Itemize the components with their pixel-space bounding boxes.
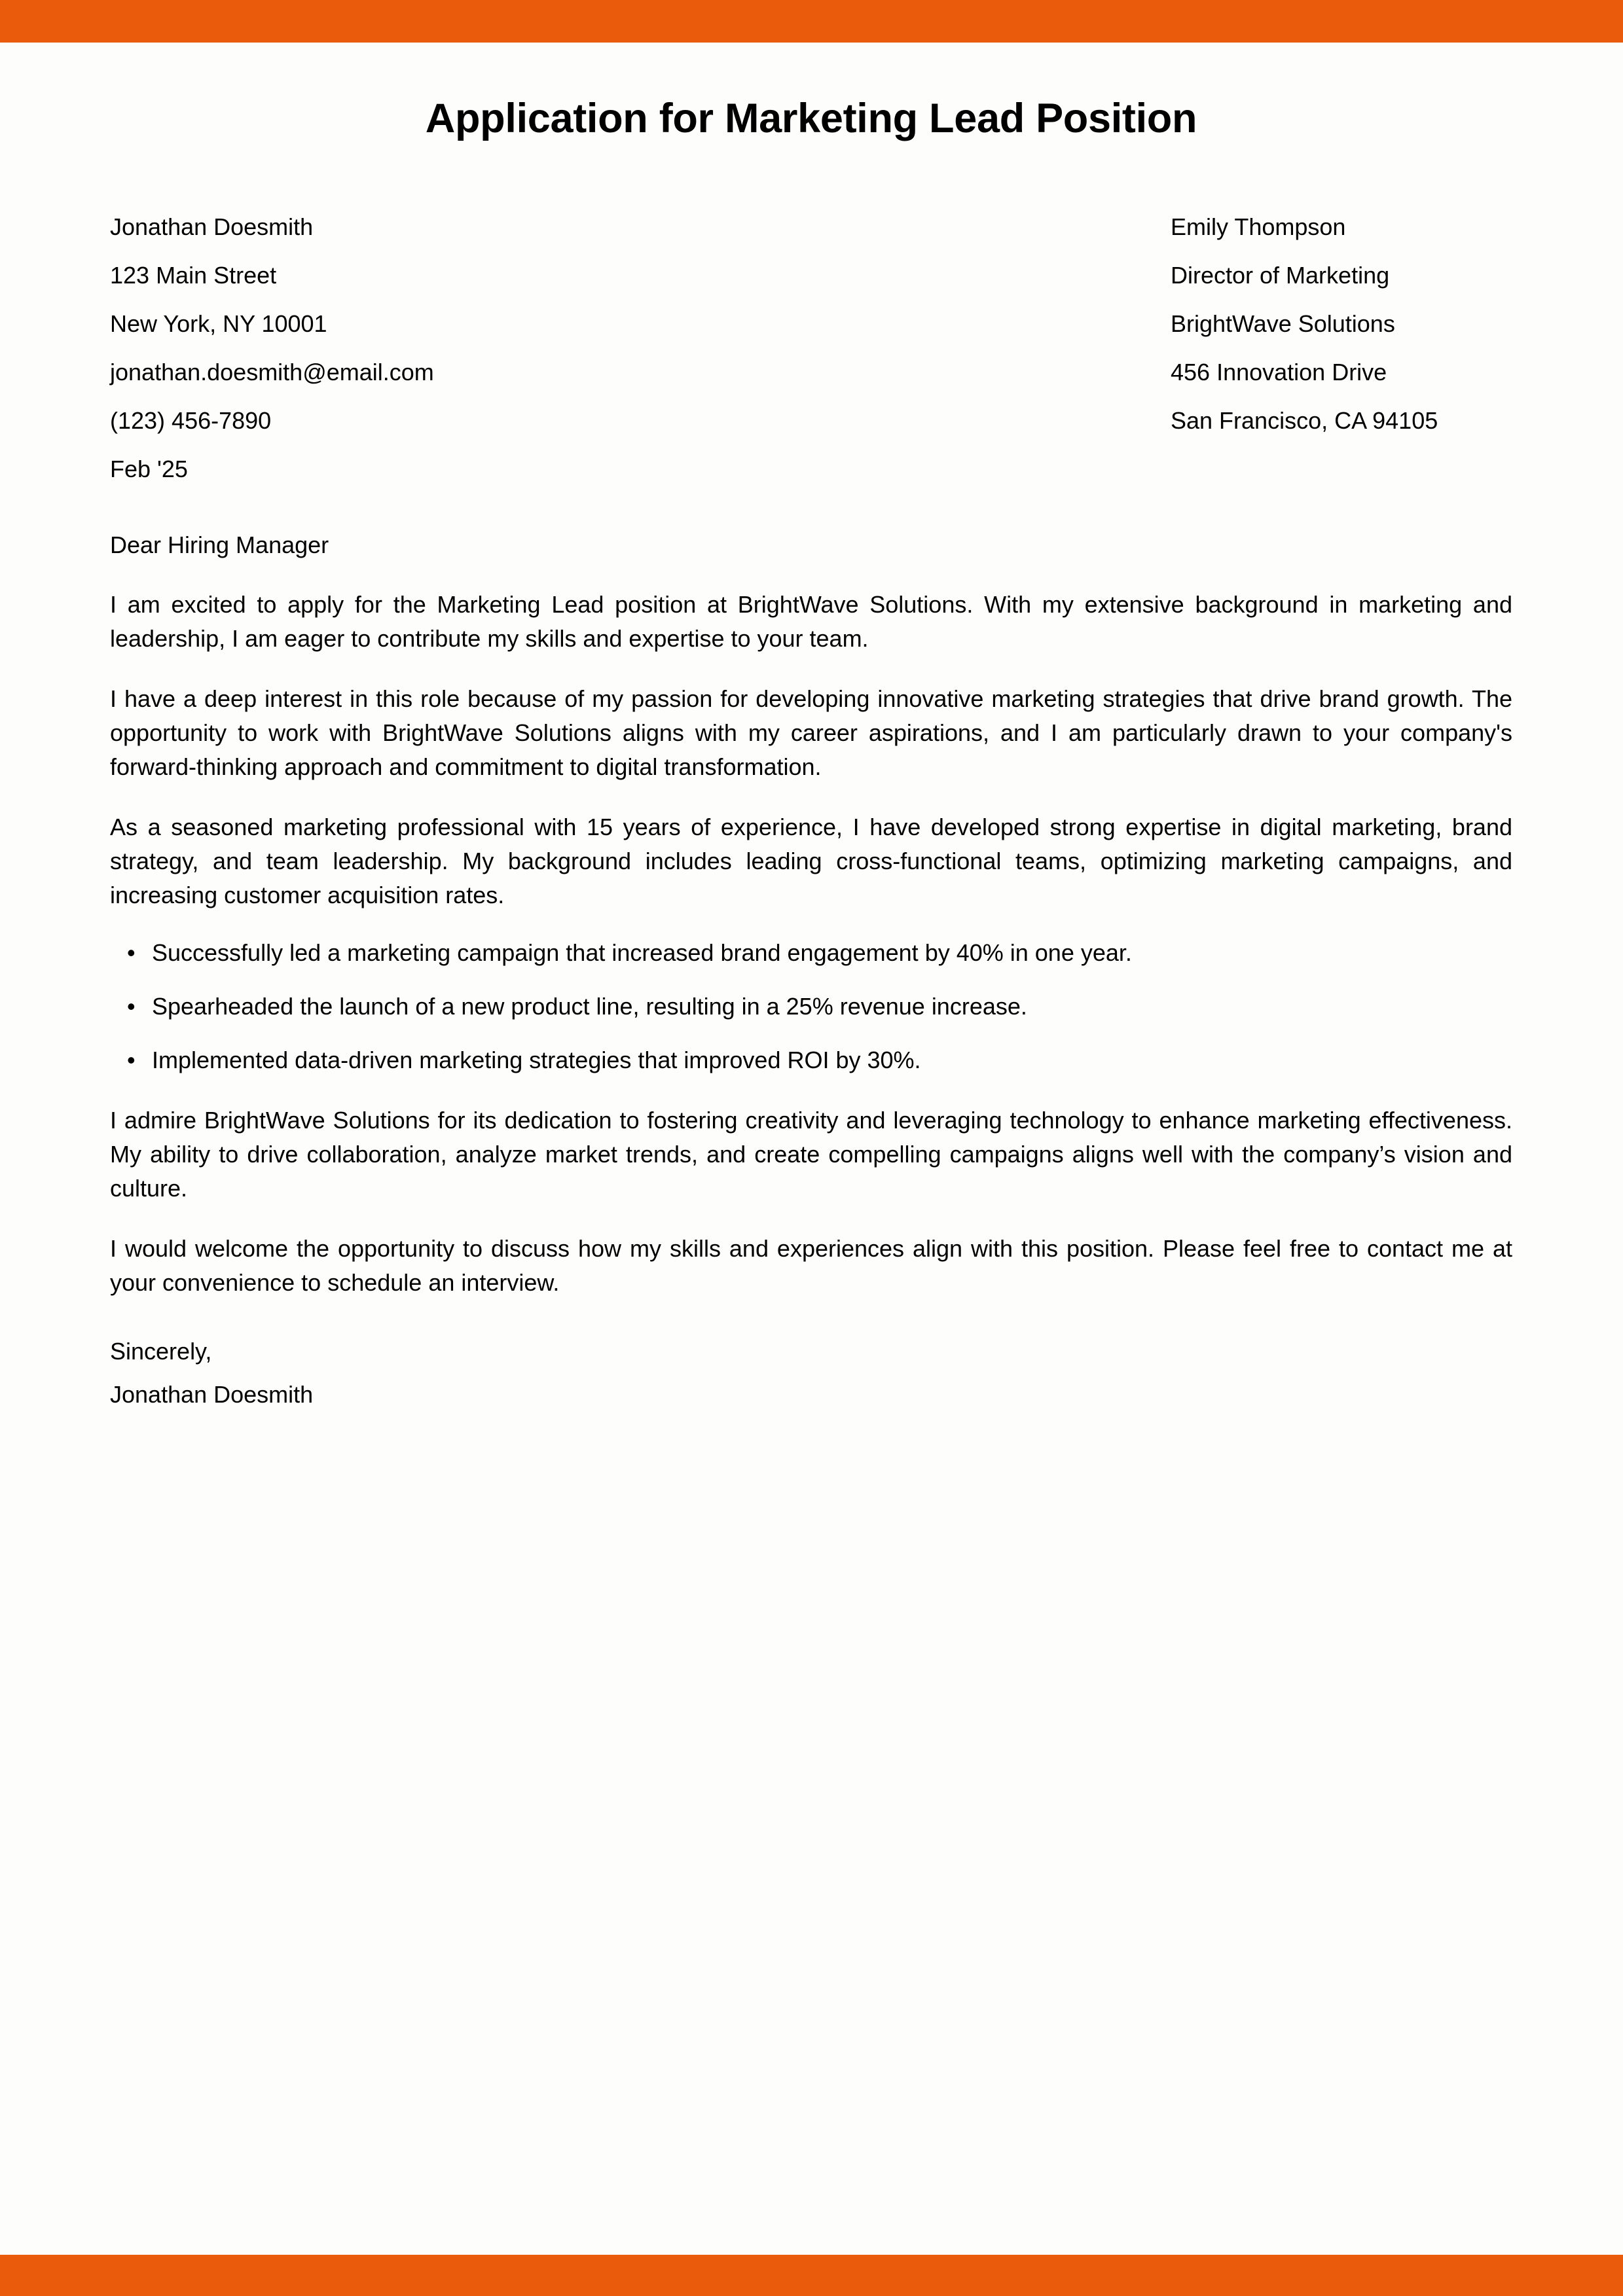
recipient-street: 456 Innovation Drive <box>1171 359 1387 386</box>
list-item <box>127 936 1512 970</box>
recipient-name: Emily Thompson <box>1171 213 1346 241</box>
bullet-icon: • <box>127 939 136 967</box>
sign-off: Sincerely, <box>110 1338 212 1365</box>
recipient-job-title: Director of Marketing <box>1171 262 1390 289</box>
signature-name: Jonathan Doesmith <box>110 1381 314 1408</box>
recipient-company: BrightWave Solutions <box>1171 310 1395 338</box>
sender-address-column <box>110 203 1171 493</box>
sender-name: Jonathan Doesmith <box>110 213 314 241</box>
closing-block <box>110 1330 1512 1416</box>
sender-email: jonathan.doesmith@email.com <box>110 359 434 386</box>
bullet-icon: • <box>127 993 136 1020</box>
letter-content <box>110 0 1512 1416</box>
body-paragraph-4: I admire BrightWave Solutions for its dedication to fostering creativity and leveraging technology to enhance marketing effectiveness. My ability to drive collaboration, analyze market trends, and create compelling campaigns aligns well with the company’s vision and culture. <box>110 1107 1512 1202</box>
page-title: Application for Marketing Lead Position <box>425 96 1197 141</box>
body-paragraph-3: As a seasoned marketing professional with 15 years of experience, I have developed strong expertise in digital marketing, brand strategy, and team leadership. My background includes leading cross-functional teams, optimizing marketing campaigns, and increasing customer acquisition rates. <box>110 814 1512 909</box>
list-item-text: Implemented data-driven marketing strategies that improved ROI by 30%. <box>152 1047 921 1074</box>
list-item <box>127 1043 1512 1077</box>
sender-street: 123 Main Street <box>110 262 277 289</box>
body-paragraph-1: I am excited to apply for the Marketing Lead position at BrightWave Solutions. With my extensive background in marketing and leadership, I am eager to contribute my skills and expertise to your team. <box>110 591 1512 653</box>
achievements-list <box>110 936 1512 1077</box>
recipient-address-column <box>1171 203 1512 493</box>
footer-accent-bar <box>0 2255 1623 2296</box>
list-item-text: Successfully led a marketing campaign that increased brand engagement by 40% in one year. <box>152 939 1132 967</box>
bullet-icon: • <box>127 1047 136 1074</box>
body-paragraph-5: I would welcome the opportunity to discuss how my skills and experiences align with this position. Please feel free to contact me at your convenience to schedule an interview. <box>110 1235 1512 1297</box>
body-paragraph-2: I have a deep interest in this role because of my passion for developing innovative marketing strategies that drive brand growth. The opportunity to work with BrightWave Solutions aligns with my career aspirations, and I am particularly drawn to your company's forward-thinking approach and commitment to digital transformation. <box>110 685 1512 781</box>
list-item <box>127 990 1512 1024</box>
sender-phone: (123) 456-7890 <box>110 407 272 435</box>
recipient-city-state-zip: San Francisco, CA 94105 <box>1171 407 1438 435</box>
list-item-text: Spearheaded the launch of a new product line, resulting in a 25% revenue increase. <box>152 993 1027 1020</box>
sender-city-state-zip: New York, NY 10001 <box>110 310 327 338</box>
salutation: Dear Hiring Manager <box>110 531 329 559</box>
letter-date: Feb '25 <box>110 456 188 483</box>
address-block <box>110 203 1512 493</box>
